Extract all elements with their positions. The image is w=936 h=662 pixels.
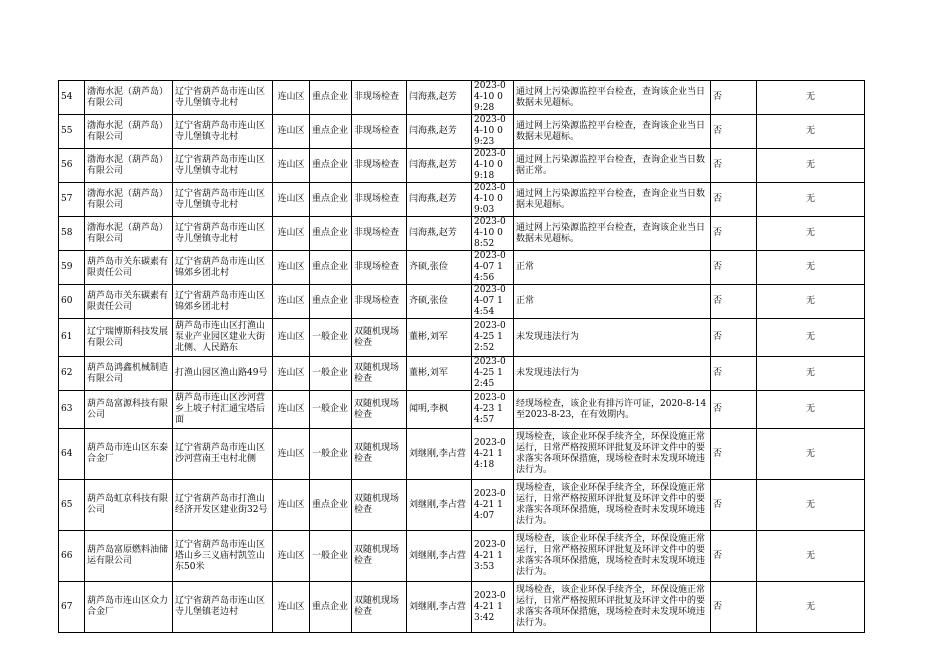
inspection-method-cell: 双随机现场检查: [352, 357, 407, 391]
district-cell: 连山区: [273, 480, 310, 531]
table-row: [59, 357, 865, 391]
remark-cell: 无: [757, 391, 865, 429]
inspection-result-cell: 未发现违法行为: [514, 319, 711, 357]
row-number-cell: 55: [59, 115, 85, 149]
enterprise-type-cell: 重点企业: [310, 285, 352, 319]
row-number-cell: 59: [59, 251, 85, 285]
enterprise-type-cell: 重点企业: [310, 81, 352, 115]
violation-flag-cell: 否: [711, 149, 757, 183]
table-body: [59, 81, 865, 633]
inspectors-cell: 齐硕,张俭: [407, 251, 472, 285]
company-name-cell: 渤海水泥（葫芦岛）有限公司: [85, 183, 173, 217]
district-cell: 连山区: [273, 251, 310, 285]
inspection-time-cell: 2023-04-25 12:45: [472, 357, 514, 391]
row-number-cell: 57: [59, 183, 85, 217]
table-row: [59, 115, 865, 149]
company-name-cell: 渤海水泥（葫芦岛）有限公司: [85, 217, 173, 251]
company-name-cell: 辽宁瑞博斯科技发展有限公司: [85, 319, 173, 357]
row-number-cell: 56: [59, 149, 85, 183]
enterprise-type-cell: 重点企业: [310, 582, 352, 633]
inspectors-cell: 齐硕,张俭: [407, 285, 472, 319]
address-cell: 辽宁省葫芦岛市连山区锦郊乡团北村: [173, 285, 273, 319]
address-cell: 辽宁省葫芦岛市连山区塔山乡三义庙村凯笠山东50米: [173, 531, 273, 582]
enterprise-type-cell: 一般企业: [310, 391, 352, 429]
violation-flag-cell: 否: [711, 391, 757, 429]
row-number-cell: 54: [59, 81, 85, 115]
inspectors-cell: 闫海燕,赵芳: [407, 81, 472, 115]
company-name-cell: 葫芦岛市关东碳素有限责任公司: [85, 285, 173, 319]
inspection-time-cell: 2023-04-10 09:28: [472, 81, 514, 115]
row-number-cell: 67: [59, 582, 85, 633]
remark-cell: 无: [757, 183, 865, 217]
enterprise-type-cell: 重点企业: [310, 183, 352, 217]
remark-cell: 无: [757, 480, 865, 531]
remark-cell: 无: [757, 582, 865, 633]
inspection-method-cell: 双随机现场检查: [352, 582, 407, 633]
district-cell: 连山区: [273, 429, 310, 480]
inspection-result-cell: 现场检查，该企业环保手续齐全，环保设施正常运行，日常严格按照环评批复及环评文件中的要求落实各项环保措施，现场检查时未发现环境违法行为。: [514, 531, 711, 582]
violation-flag-cell: 否: [711, 115, 757, 149]
enterprise-type-cell: 重点企业: [310, 217, 352, 251]
address-cell: 葫芦岛市连山区打渔山泵业产业园区建业大街北侧、人民路东: [173, 319, 273, 357]
table-row: [59, 149, 865, 183]
row-number-cell: 61: [59, 319, 85, 357]
inspectors-cell: 刘继刚,李占营: [407, 429, 472, 480]
remark-cell: 无: [757, 251, 865, 285]
inspectors-cell: 闫海燕,赵芳: [407, 217, 472, 251]
company-name-cell: 葫芦岛虹京科技有限公司: [85, 480, 173, 531]
inspectors-cell: 刘继刚,李占营: [407, 480, 472, 531]
table-row: [59, 429, 865, 480]
inspection-time-cell: 2023-04-21 14:07: [472, 480, 514, 531]
inspectors-cell: 闫海燕,赵芳: [407, 183, 472, 217]
district-cell: 连山区: [273, 217, 310, 251]
inspection-method-cell: 非现场检查: [352, 251, 407, 285]
inspection-time-cell: 2023-04-10 09:03: [472, 183, 514, 217]
address-cell: 打渔山园区渔山路49号: [173, 357, 273, 391]
company-name-cell: 葫芦岛鸿鑫机械制造有限公司: [85, 357, 173, 391]
violation-flag-cell: 否: [711, 183, 757, 217]
violation-flag-cell: 否: [711, 531, 757, 582]
address-cell: 辽宁省葫芦岛市打渔山经济开发区建业街32号: [173, 480, 273, 531]
address-cell: 辽宁省葫芦岛市连山区寺儿堡镇寺北村: [173, 217, 273, 251]
inspection-result-cell: 通过网上污染源监控平台检查，查询该企业当日数据未见超标。: [514, 81, 711, 115]
table-row: [59, 582, 865, 633]
row-number-cell: 62: [59, 357, 85, 391]
enterprise-type-cell: 重点企业: [310, 149, 352, 183]
inspection-result-cell: 现场检查，该企业环保手续齐全，环保设施正常运行，日常严格按照环评批复及环评文件中的要求落实各项环保措施，现场检查时未发现环境违法行为。: [514, 480, 711, 531]
remark-cell: 无: [757, 81, 865, 115]
inspectors-cell: 闫海燕,赵芳: [407, 149, 472, 183]
company-name-cell: 葫芦岛富原燃料油储运有限公司: [85, 531, 173, 582]
inspection-result-cell: 现场检查，该企业环保手续齐全，环保设施正常运行，日常严格按照环评批复及环评文件中的要求落实各项环保措施，现场检查时未发现环境违法行为。: [514, 582, 711, 633]
table-row: [59, 251, 865, 285]
inspection-method-cell: 非现场检查: [352, 81, 407, 115]
district-cell: 连山区: [273, 391, 310, 429]
inspection-result-cell: 现场检查，该企业环保手续齐全，环保设施正常运行，日常严格按照环评批复及环评文件中的要求落实各项环保措施，现场检查时未发现环境违法行为。: [514, 429, 711, 480]
inspectors-cell: 闫海燕,赵芳: [407, 115, 472, 149]
inspection-method-cell: 双随机现场检查: [352, 429, 407, 480]
remark-cell: 无: [757, 217, 865, 251]
inspectors-cell: 刘继刚,李占营: [407, 582, 472, 633]
inspection-method-cell: 非现场检查: [352, 115, 407, 149]
table-row: [59, 217, 865, 251]
inspection-records-table: [58, 80, 865, 633]
district-cell: 连山区: [273, 183, 310, 217]
remark-cell: 无: [757, 319, 865, 357]
address-cell: 辽宁省葫芦岛市连山区寺儿堡镇寺北村: [173, 115, 273, 149]
table-row: [59, 531, 865, 582]
row-number-cell: 60: [59, 285, 85, 319]
row-number-cell: 66: [59, 531, 85, 582]
company-name-cell: 渤海水泥（葫芦岛）有限公司: [85, 149, 173, 183]
remark-cell: 无: [757, 285, 865, 319]
violation-flag-cell: 否: [711, 251, 757, 285]
inspection-method-cell: 双随机现场检查: [352, 480, 407, 531]
inspection-time-cell: 2023-04-21 13:53: [472, 531, 514, 582]
address-cell: 辽宁省葫芦岛市连山区锦郊乡团北村: [173, 251, 273, 285]
company-name-cell: 渤海水泥（葫芦岛）有限公司: [85, 115, 173, 149]
district-cell: 连山区: [273, 149, 310, 183]
company-name-cell: 葫芦岛市关东碳素有限责任公司: [85, 251, 173, 285]
district-cell: 连山区: [273, 81, 310, 115]
inspection-time-cell: 2023-04-23 14:57: [472, 391, 514, 429]
enterprise-type-cell: 重点企业: [310, 115, 352, 149]
violation-flag-cell: 否: [711, 319, 757, 357]
inspection-method-cell: 非现场检查: [352, 217, 407, 251]
inspection-result-cell: 正常: [514, 251, 711, 285]
remark-cell: 无: [757, 149, 865, 183]
violation-flag-cell: 否: [711, 357, 757, 391]
company-name-cell: 葫芦岛市连山区东泰合金厂: [85, 429, 173, 480]
inspection-time-cell: 2023-04-10 08:52: [472, 217, 514, 251]
inspection-result-cell: 未发现违法行为: [514, 357, 711, 391]
district-cell: 连山区: [273, 319, 310, 357]
row-number-cell: 63: [59, 391, 85, 429]
violation-flag-cell: 否: [711, 285, 757, 319]
inspection-time-cell: 2023-04-10 09:18: [472, 149, 514, 183]
address-cell: 辽宁省葫芦岛市连山区寺儿堡镇老边村: [173, 582, 273, 633]
inspectors-cell: 闻明,李枫: [407, 391, 472, 429]
inspection-time-cell: 2023-04-07 14:56: [472, 251, 514, 285]
enterprise-type-cell: 一般企业: [310, 319, 352, 357]
row-number-cell: 64: [59, 429, 85, 480]
inspection-method-cell: 非现场检查: [352, 149, 407, 183]
table-row: [59, 319, 865, 357]
row-number-cell: 65: [59, 480, 85, 531]
remark-cell: 无: [757, 531, 865, 582]
inspection-time-cell: 2023-04-10 09:23: [472, 115, 514, 149]
row-number-cell: 58: [59, 217, 85, 251]
company-name-cell: 渤海水泥（葫芦岛）有限公司: [85, 81, 173, 115]
district-cell: 连山区: [273, 115, 310, 149]
inspectors-cell: 刘继刚,李占营: [407, 531, 472, 582]
inspection-time-cell: 2023-04-25 12:52: [472, 319, 514, 357]
table-row: [59, 480, 865, 531]
inspection-method-cell: 双随机现场检查: [352, 531, 407, 582]
inspection-result-cell: 通过网上污染源监控平台检查，查询该企业当日数据未见超标。: [514, 115, 711, 149]
company-name-cell: 葫芦岛市连山区众力合金厂: [85, 582, 173, 633]
company-name-cell: 葫芦岛富源科技有限公司: [85, 391, 173, 429]
address-cell: 辽宁省葫芦岛市连山区寺儿堡镇寺北村: [173, 81, 273, 115]
inspection-method-cell: 非现场检查: [352, 183, 407, 217]
enterprise-type-cell: 一般企业: [310, 429, 352, 480]
table-row: [59, 183, 865, 217]
address-cell: 辽宁省葫芦岛市连山区寺儿堡镇寺北村: [173, 183, 273, 217]
inspection-time-cell: 2023-04-07 14:54: [472, 285, 514, 319]
table-row: [59, 391, 865, 429]
inspection-result-cell: 通过网上污染源监控平台检查，查询企业当日数据正常。: [514, 149, 711, 183]
table-row: [59, 285, 865, 319]
enterprise-type-cell: 一般企业: [310, 357, 352, 391]
inspection-method-cell: 双随机现场检查: [352, 319, 407, 357]
inspectors-cell: 董彬,刘军: [407, 357, 472, 391]
district-cell: 连山区: [273, 357, 310, 391]
district-cell: 连山区: [273, 285, 310, 319]
violation-flag-cell: 否: [711, 582, 757, 633]
district-cell: 连山区: [273, 582, 310, 633]
violation-flag-cell: 否: [711, 81, 757, 115]
remark-cell: 无: [757, 357, 865, 391]
inspection-time-cell: 2023-04-21 14:18: [472, 429, 514, 480]
enterprise-type-cell: 重点企业: [310, 251, 352, 285]
inspection-time-cell: 2023-04-21 13:42: [472, 582, 514, 633]
enterprise-type-cell: 重点企业: [310, 480, 352, 531]
inspection-method-cell: 非现场检查: [352, 285, 407, 319]
inspection-result-cell: 通过网上污染源监控平台检查，查询该企业当日数据未见超标。: [514, 217, 711, 251]
violation-flag-cell: 否: [711, 429, 757, 480]
table-row: [59, 81, 865, 115]
inspection-result-cell: 正常: [514, 285, 711, 319]
remark-cell: 无: [757, 429, 865, 480]
address-cell: 辽宁省葫芦岛市连山区沙河营南王屯村北侧: [173, 429, 273, 480]
remark-cell: 无: [757, 115, 865, 149]
enterprise-type-cell: 一般企业: [310, 531, 352, 582]
inspection-result-cell: 通过网上污染源监控平台检查，查询企业当日数据未见超标。: [514, 183, 711, 217]
violation-flag-cell: 否: [711, 217, 757, 251]
district-cell: 连山区: [273, 531, 310, 582]
address-cell: 辽宁省葫芦岛市连山区寺儿堡镇寺北村: [173, 149, 273, 183]
violation-flag-cell: 否: [711, 480, 757, 531]
inspectors-cell: 董彬,刘军: [407, 319, 472, 357]
inspection-method-cell: 双随机现场检查: [352, 391, 407, 429]
address-cell: 葫芦岛市连山区沙河营乡上坡子村汇通宝塔后面: [173, 391, 273, 429]
inspection-result-cell: 经现场检查，该企业有排污许可证，2020-8-14至2023-8-23，在有效期内。: [514, 391, 711, 429]
